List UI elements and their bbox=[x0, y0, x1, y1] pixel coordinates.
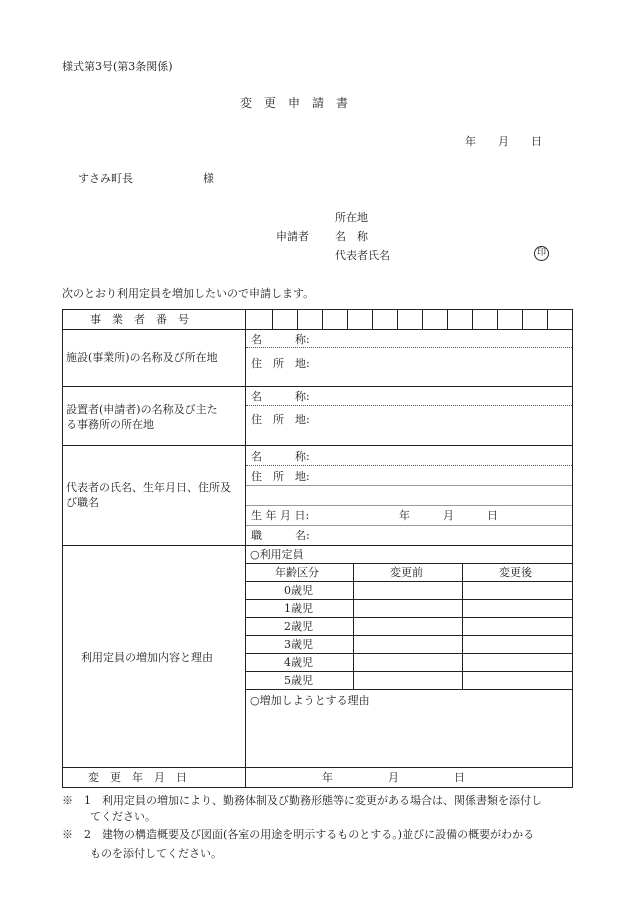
column-before: 変更前 bbox=[390, 566, 423, 579]
note-1-line2: てください。 bbox=[90, 810, 156, 823]
representative-birthdate-ymd: 年 月 日 bbox=[399, 509, 498, 522]
facility-label: 施設(事業所)の名称及び所在地 bbox=[66, 351, 218, 364]
age-row-label: 1歳児 bbox=[284, 602, 313, 615]
establisher-address-field[interactable]: 住 所 地: bbox=[251, 413, 310, 426]
change-date-ymd[interactable]: 年 月 日 bbox=[322, 771, 465, 784]
honorific: 様 bbox=[203, 172, 214, 185]
age-row-label: 4歳児 bbox=[284, 656, 313, 669]
addressee: すさみ町長 bbox=[78, 172, 133, 185]
age-row-label: 3歳児 bbox=[284, 638, 313, 651]
facility-address-field[interactable]: 住 所 地: bbox=[251, 357, 310, 370]
representative-address-field[interactable]: 住 所 地: bbox=[251, 470, 310, 483]
document-title: 変 更 申 請 書 bbox=[240, 96, 349, 110]
change-date-label: 変 更 年 月 日 bbox=[88, 771, 187, 784]
age-row-label: 5歳児 bbox=[284, 674, 313, 687]
note-1-line1: ※ 1 利用定員の増加により、勤務体制及び勤務形態等に変更がある場合は、関係書類を添付し bbox=[62, 794, 542, 807]
establisher-name-field[interactable]: 名 称: bbox=[251, 390, 310, 403]
applicant-name-label: 名 称 bbox=[335, 230, 368, 243]
seal-mark: 印 bbox=[534, 246, 549, 261]
age-row-label: 0歳児 bbox=[284, 584, 313, 597]
representative-title-field[interactable]: 職 名: bbox=[251, 529, 310, 542]
note-2-line1: ※ 2 建物の構造概要及び図面(各室の用途を明示するものとする。)並びに設備の概要がわかる bbox=[62, 828, 535, 841]
form-number: 様式第3号(第3条関係) bbox=[62, 60, 173, 73]
representative-birthdate-field[interactable]: 生 年 月 日: bbox=[251, 509, 310, 522]
applicant-address-label: 所在地 bbox=[335, 211, 368, 224]
age-row-label: 2歳児 bbox=[284, 620, 313, 633]
reason-heading: ○増加しようとする理由 bbox=[250, 694, 370, 707]
facility-name-field[interactable]: 名 称: bbox=[251, 333, 310, 346]
column-after: 変更後 bbox=[499, 566, 532, 579]
note-2-line2: ものを添付してください。 bbox=[90, 847, 222, 860]
establisher-label-line1: 設置者(申請者)の名称及び主た bbox=[66, 403, 218, 416]
intro-text: 次のとおり利用定員を増加したいので申請します。 bbox=[62, 287, 315, 300]
representative-name-field[interactable]: 名 称: bbox=[251, 450, 310, 463]
reason-input-area[interactable] bbox=[250, 712, 570, 764]
submission-date: 年 月 日 bbox=[465, 135, 542, 148]
column-age-group: 年齢区分 bbox=[275, 566, 319, 579]
applicant-representative-label: 代表者氏名 bbox=[335, 249, 390, 262]
capacity-section-label: 利用定員の増加内容と理由 bbox=[81, 651, 213, 664]
business-number-label: 事 業 者 番 号 bbox=[90, 313, 189, 326]
applicant-label: 申請者 bbox=[276, 230, 309, 243]
capacity-heading: ○利用定員 bbox=[250, 548, 304, 561]
establisher-label-line2: る事務所の所在地 bbox=[66, 418, 154, 431]
representative-label-line2: び職名 bbox=[66, 496, 99, 509]
representative-label-line1: 代表者の氏名、生年月日、住所及 bbox=[66, 481, 231, 494]
business-number-box[interactable] bbox=[247, 311, 271, 328]
